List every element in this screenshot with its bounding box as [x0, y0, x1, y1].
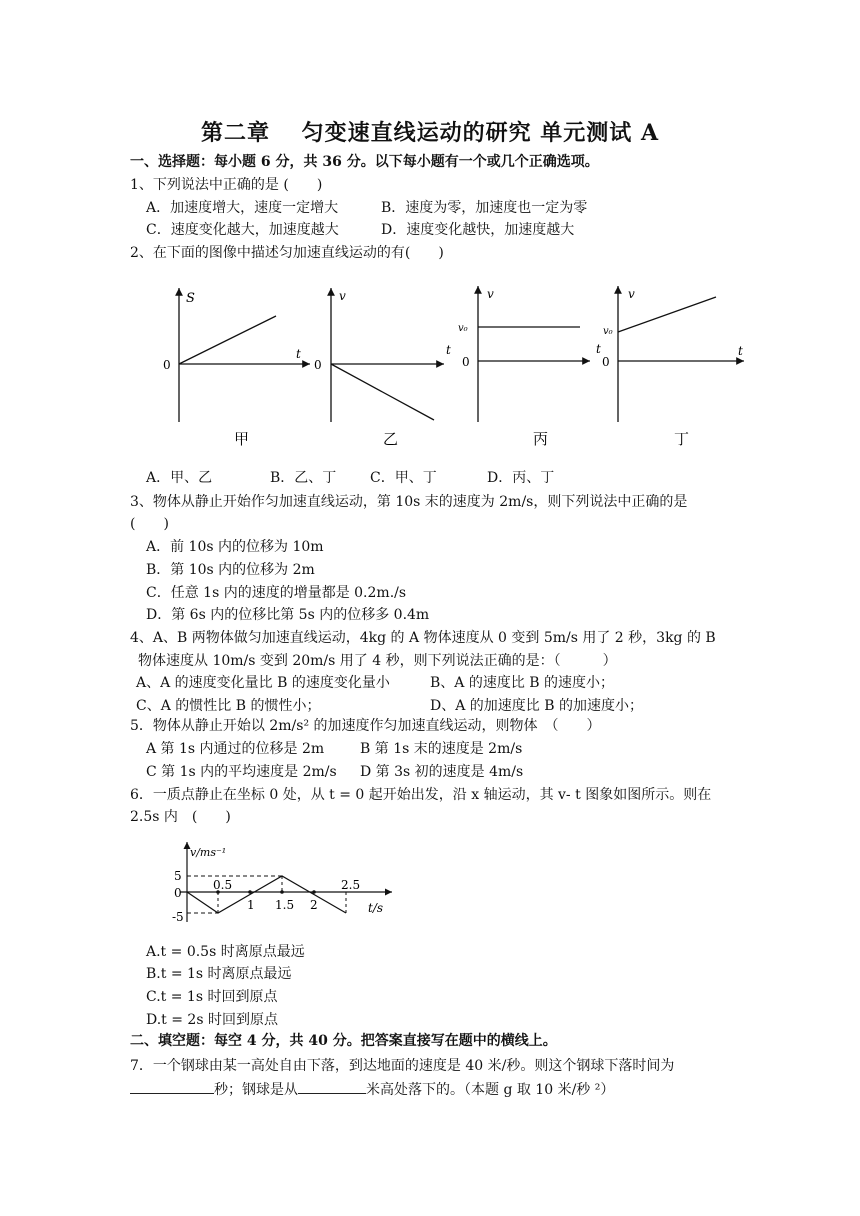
- graph-yi-axis-v: v: [339, 289, 346, 303]
- graph-bing-v0: v₀: [458, 323, 468, 334]
- graph-yi-axis-t: t: [446, 343, 451, 357]
- q3-option-b: B．第 10s 内的位移为 2m: [146, 562, 315, 578]
- q2-option-b: B．乙、丁: [270, 470, 337, 486]
- q6-option-a: A.t = 0.5s 时离原点最远: [146, 944, 305, 960]
- q7-blank-time[interactable]: [130, 1079, 214, 1094]
- q1-option-c: C．速度变化越大，加速度越大: [146, 222, 339, 238]
- q1-option-d: D．速度变化越快，加速度越大: [381, 222, 575, 238]
- q3-option-d: D．第 6s 内的位移比第 5s 内的位移多 0.4m: [146, 607, 430, 623]
- q7-line2: [130, 1079, 614, 1100]
- q7-blank-height[interactable]: [298, 1079, 366, 1094]
- graph-ding-v0: v₀: [603, 326, 613, 337]
- q5-option-c: C 第 1s 内的平均速度是 2m/s: [146, 764, 337, 780]
- q5-stem: 5．物体从静止开始以 2m/s² 的加速度作匀加速直线运动，则物体 （ ）: [130, 718, 601, 734]
- vt-xtick-0.5: 0.5: [213, 878, 233, 892]
- graph-ding-axis-t: t: [738, 344, 743, 358]
- graph-ding-origin: 0: [602, 355, 610, 369]
- q7-part2: 米高处落下的。（本题 g 取 10 米/秒 ²）: [366, 1082, 615, 1098]
- graph-ding-axis-t-left: t: [596, 342, 601, 356]
- section1-header: 一、选择题：每小题 6 分，共 36 分。以下每小题有一个或几个正确选项。: [130, 154, 599, 170]
- q6-stem-line1: 6．一质点静止在坐标 0 处，从 t = 0 起开始出发，沿 x 轴运动，其 v- t 图象如图所示。则在: [130, 787, 712, 803]
- graph-bing-origin: 0: [462, 355, 470, 369]
- graph-jia-axis-t: t: [296, 347, 301, 361]
- vt-xtick-2: 2: [310, 898, 318, 912]
- graph-jia-axis-s: S: [186, 291, 195, 306]
- section2-header: 二、填空题：每空 4 分，共 40 分。把答案直接写在题中的横线上。: [130, 1033, 557, 1049]
- q6-stem-line2: 2.5s 内 ( ): [130, 809, 231, 825]
- graph-ding-axis-v: v: [628, 287, 635, 301]
- graph-bing-axis-v: v: [487, 287, 494, 301]
- q2-option-a: A．甲、乙: [146, 470, 213, 486]
- graph-yi: [314, 288, 451, 448]
- q6-option-d: D.t = 2s 时回到原点: [146, 1012, 278, 1028]
- q4-option-b: B、A 的速度比 B 的速度小；: [430, 675, 615, 691]
- q6-option-b: B.t = 1s 时离原点最远: [146, 966, 292, 982]
- vt-xtick-1.5: 1.5: [275, 898, 295, 912]
- q6-option-c: C.t = 1s 时回到原点: [146, 989, 278, 1005]
- q2-option-c: C．甲、丁: [370, 470, 437, 486]
- q4-stem-line1: 4、A、B 两物体做匀加速直线运动，4kg 的 A 物体速度从 0 变到 5m/s 用了 2 秒，3kg 的 B: [130, 630, 716, 646]
- q4-option-c: C、A 的惯性比 B 的惯性小；: [136, 698, 321, 714]
- q4-option-a: A、A 的速度变化量比 B 的速度变化量小: [136, 675, 390, 691]
- page-title: 第二章 匀变速直线运动的研究 单元测试 A: [200, 120, 660, 146]
- q7-line1: 7．一个钢球由某一高处自由下落，到达地面的速度是 40 米/秒。则这个钢球下落时间为: [130, 1058, 675, 1074]
- q5-option-d: D 第 3s 初的速度是 4m/s: [360, 764, 524, 780]
- q3-stem-line1: 3、物体从静止开始作匀加速直线运动，第 10s 末的速度为 2m/s，则下列说法中正确的是: [130, 494, 688, 510]
- q5-option-a: A 第 1s 内通过的位移是 2m: [146, 741, 325, 757]
- q7-part1: 秒；钢球是从: [214, 1082, 298, 1098]
- vt-curve: [187, 876, 346, 913]
- graph-jia: [163, 288, 310, 448]
- vt-ylabel: v/ms⁻¹: [190, 846, 227, 859]
- graph-bing: [458, 286, 590, 448]
- graph-ding: [596, 286, 744, 448]
- graph-label-jia: 甲: [234, 430, 250, 448]
- vt-xtick-1: 1: [247, 898, 255, 912]
- q2-option-d: D．丙、丁: [487, 470, 555, 486]
- q2-stem: 2、在下面的图像中描述匀加速直线运动的有( ): [130, 245, 444, 261]
- vt-xtick-2.5: 2.5: [341, 878, 361, 892]
- q1-option-a: A．加速度增大，速度一定增大: [146, 200, 339, 216]
- graph-label-ding: 丁: [674, 430, 690, 448]
- graph-label-bing: 丙: [533, 430, 549, 448]
- vt-ytick-5: 5: [174, 869, 182, 883]
- q4-option-d: D、A 的加速度比 B 的加速度小；: [430, 698, 643, 714]
- graph-label-yi: 乙: [383, 430, 399, 448]
- vt-ytick-neg5: -5: [172, 910, 184, 924]
- vt-xlabel: t/s: [368, 901, 384, 915]
- graph-yi-origin: 0: [314, 358, 322, 372]
- vt-ytick-0: 0: [174, 886, 182, 900]
- q1-stem: 1、下列说法中正确的是 ( ): [130, 177, 323, 193]
- q5-option-b: B 第 1s 末的速度是 2m/s: [360, 741, 523, 757]
- q6-vt-graph: [160, 836, 400, 936]
- q3-option-a: A．前 10s 内的位移为 10m: [146, 539, 324, 555]
- q3-option-c: C．任意 1s 内的速度的增量都是 0.2m./s: [146, 585, 407, 601]
- q2-graphs: [150, 278, 750, 453]
- graph-jia-origin: 0: [163, 358, 171, 372]
- q3-stem-line2: ( ): [130, 516, 169, 532]
- q4-stem-line2: 物体速度从 10m/s 变到 20m/s 用了 4 秒，则下列说法正确的是：（ ）: [138, 653, 617, 669]
- q1-option-b: B．速度为零，加速度也一定为零: [381, 200, 588, 216]
